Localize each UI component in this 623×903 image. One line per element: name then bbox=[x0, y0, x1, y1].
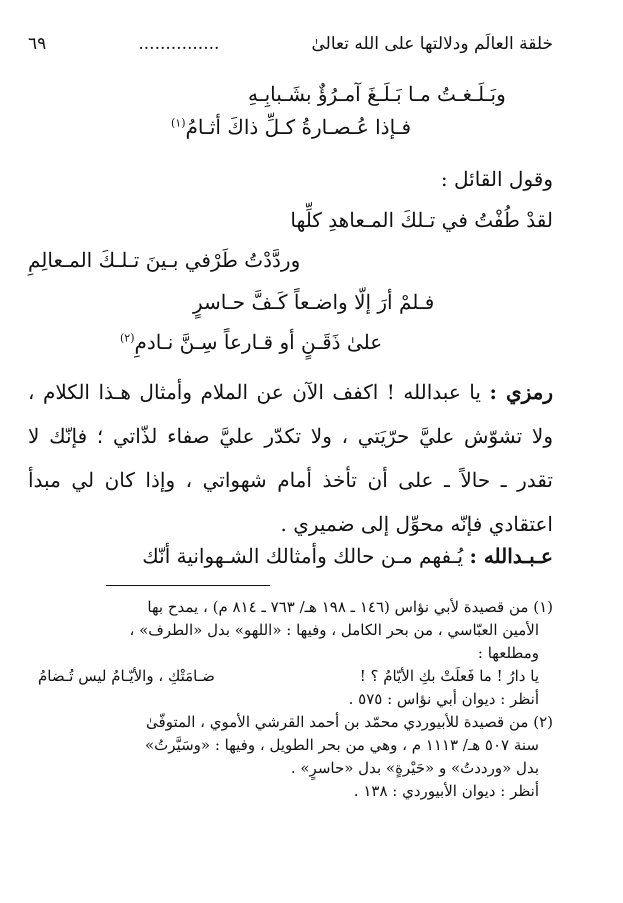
page-number: ٦٩ bbox=[28, 34, 47, 54]
verse-first-hemistich: يا دارُ ! ما فَعلَتْ بكِ الأيّامُ ؟ ! bbox=[359, 667, 539, 685]
footnote-ref-2: (٢) bbox=[120, 331, 135, 345]
running-head bbox=[28, 34, 553, 60]
footnote-2-source: أنظر : ديوان الأبيوردي : ١٣٨ . bbox=[353, 782, 539, 800]
poem-two-line-1: لقدْ طُفْتُ في تـلكَ المـعاهدِ كلِّها bbox=[290, 208, 553, 232]
verse-second-hemistich: ضـامَتْكِ ، والأيّـامُ ليس تُـضامُ bbox=[38, 667, 215, 685]
footnote-1-line: (١) من قصيدة لأبي نؤاس (١٤٦ ـ ١٩٨ هـ/ ٧٦٣ ـ ٨١٤ م) ، يمدح بها bbox=[147, 598, 553, 616]
intro-line: وقول القائل : bbox=[440, 167, 553, 191]
footnote-2-line: بدل «ورددتُ» و «حَيْرةٍ» بدل «حاسرٍ» . bbox=[290, 759, 539, 777]
speaker-label: عـبـدالله : bbox=[469, 544, 553, 568]
speech-text: يُـفهم مـن حالك وأمثالك الشـهوانية أنّك bbox=[142, 544, 464, 568]
poem-two-line-3: فـلمْ أرَ إلّا واضـعاً كَـفَّ حـاسرٍ bbox=[193, 290, 435, 314]
footnote-ref-1: (١) bbox=[171, 116, 186, 130]
footnote-1-line: ومطلعها : bbox=[477, 644, 539, 662]
poem-two-line-2: وردَّدْتُ طَرْفي بـينَ تـلـكَ المـعالِمِ bbox=[28, 248, 301, 272]
footnote-1-line: الأمين العبّاسي ، من بحر الكامل ، وفيها : «اللهو» بدل «الطرف» ، bbox=[129, 621, 539, 639]
footnote-separator bbox=[106, 585, 270, 586]
poem-one-line-2: فـإذا عُـصـارةُ كـلِّ ذاكَ أثـامُ$^{(١)}$ bbox=[171, 115, 412, 139]
footnotes bbox=[28, 596, 553, 803]
leader-dots: ............... bbox=[138, 34, 220, 54]
book-page bbox=[28, 0, 553, 903]
footnote-2-line: سنة ٥٠٧ هـ/ ١١١٣ م ، وهي من بحر الطويل ، وفيها : «وسَيَّرتُ» bbox=[144, 736, 539, 754]
footnote-1-source: أنظر : ديوان أبي نؤاس : ٥٧٥ . bbox=[348, 690, 539, 708]
speaker-label: رمزي : bbox=[489, 380, 554, 404]
dialogue-abdullah bbox=[28, 534, 553, 578]
dialogue-ramzi bbox=[28, 370, 553, 546]
poem-one-line-1: وبَـلَـغـتُ مـا بَـلَـغَ آمـرُؤٌ بشَـبابِـهِ bbox=[248, 82, 506, 106]
running-title: خلقة العالَم ودلالتها على الله تعالىٰ bbox=[311, 34, 553, 54]
footnote-2-line: (٢) من قصيدة للأبيوردي محمّد بن أحمد القرشي الأموي ، المتوفّىٰ bbox=[146, 713, 553, 731]
footnote-1-verse bbox=[28, 665, 553, 688]
speech-text: يا عبدالله ! اكفف الآن عن الملام وأمثال هـذا الكلام ، ولا تشوّش عليَّ حرّيَتي ، ولا تكدّر عليَّ صفاء لذّاتي ؛ فإنّك لا تقدر ـ حالاً ـ على أن تأخذ أمام شهواتي ، وإذا كان لي مبدأ اعتقادي فإنّه محوِّل إلى ضميري . bbox=[28, 380, 553, 536]
poem-two-line-4: علىٰ ذَقَـنٍ أو قـارعاً سِـنَّ نـادمِ$^{(٢)}$ bbox=[120, 330, 383, 354]
